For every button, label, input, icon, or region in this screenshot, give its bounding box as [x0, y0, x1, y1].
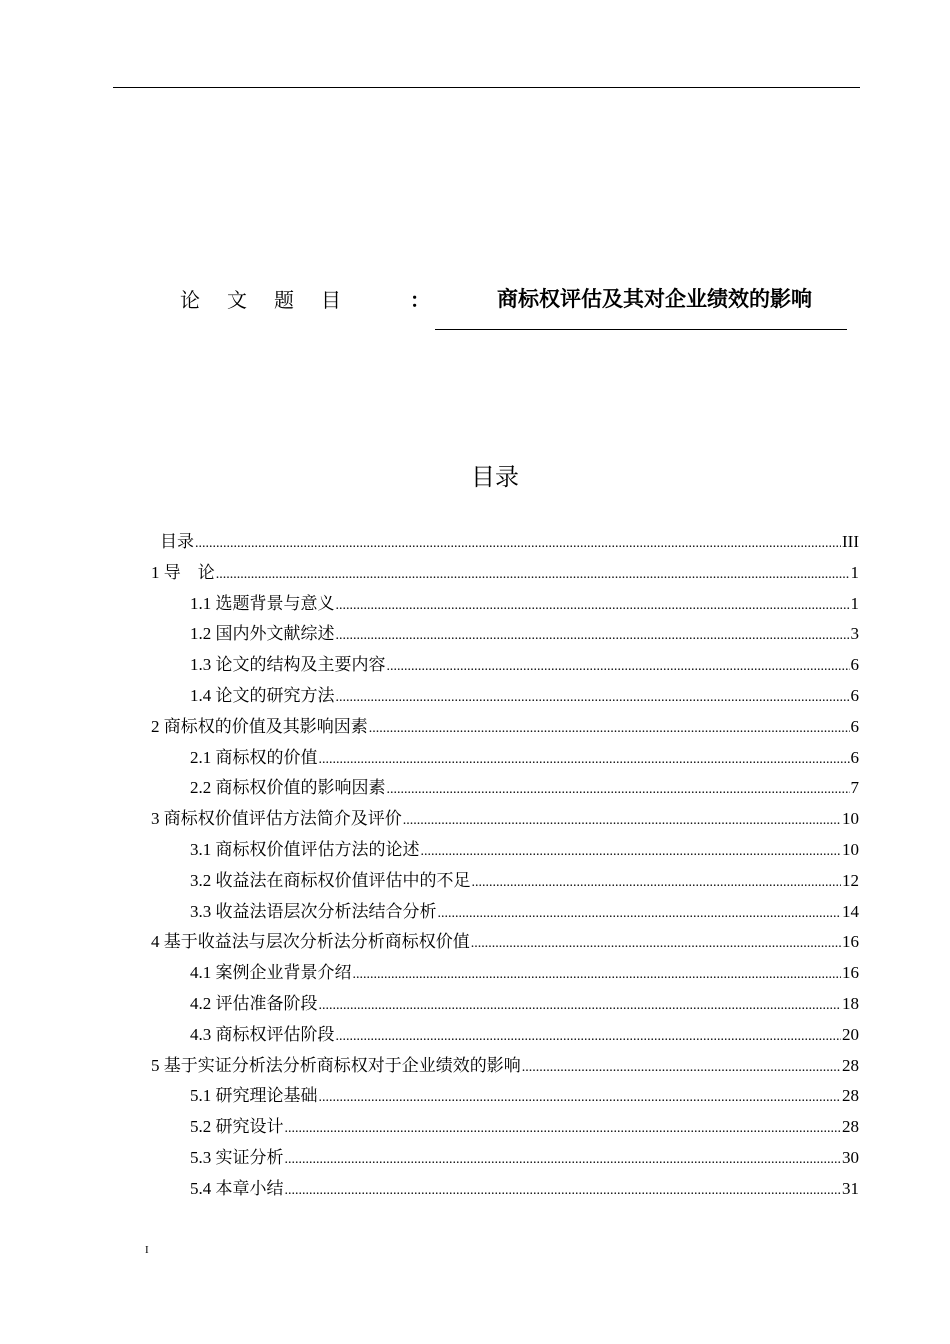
toc-leader-dots — [285, 1152, 842, 1168]
toc-entry-page: 10 — [842, 840, 859, 859]
toc-leader-dots — [421, 844, 842, 860]
toc-entry[interactable] — [190, 958, 859, 988]
toc-entry-page: 30 — [842, 1148, 859, 1167]
toc-entry[interactable] — [151, 712, 859, 742]
toc-entry-label: 1.4 论文的研究方法 — [190, 686, 335, 705]
toc-entry[interactable] — [190, 773, 859, 803]
toc-leader-dots — [336, 628, 850, 644]
toc-entry[interactable] — [190, 743, 859, 773]
toc-entry-label: 1 导 论 — [151, 562, 215, 582]
toc-leader-dots — [195, 536, 841, 552]
toc-entry-label: 1.3 论文的结构及主要内容 — [190, 655, 386, 675]
toc-entry[interactable] — [190, 1112, 859, 1142]
thesis-title: 商标权评估及其对企业绩效的影响 — [497, 287, 812, 311]
toc-leader-dots — [403, 813, 841, 829]
thesis-title-underline — [435, 329, 847, 330]
toc-leader-dots — [472, 875, 842, 891]
toc-entry-page: III — [842, 532, 859, 551]
toc-entry-label: 目录 — [160, 532, 194, 551]
toc-entry[interactable] — [160, 527, 859, 557]
toc-entry-label: 1.1 选题背景与意义 — [190, 593, 335, 613]
toc-entry[interactable] — [190, 866, 859, 896]
toc-entry-label: 4.1 案例企业背景介绍 — [190, 963, 352, 983]
toc-leader-dots — [369, 721, 850, 737]
toc-entry[interactable] — [190, 619, 859, 649]
toc-entry-page: 28 — [842, 1086, 859, 1106]
toc-entry[interactable] — [190, 1081, 859, 1111]
toc-leader-dots — [336, 690, 850, 706]
toc-entry[interactable] — [190, 1020, 859, 1050]
toc-entry[interactable] — [190, 1143, 859, 1173]
toc-entry-label: 4.2 评估准备阶段 — [190, 994, 318, 1013]
toc-entry-label: 2.1 商标权的价值 — [190, 747, 318, 767]
toc-leader-dots — [336, 1029, 842, 1045]
toc-entry-page: 16 — [842, 932, 859, 952]
toc-entry-label: 5.3 实证分析 — [190, 1148, 284, 1167]
toc-entry-page: 20 — [842, 1024, 859, 1044]
toc-entry-page: 31 — [842, 1178, 859, 1198]
toc-entry-page: 28 — [842, 1117, 859, 1137]
toc-entry-page: 1 — [850, 562, 859, 582]
toc-entry-page: 3 — [850, 624, 859, 644]
toc-entry[interactable] — [190, 835, 859, 865]
toc-entry[interactable] — [190, 681, 859, 711]
toc-leader-dots — [471, 936, 841, 952]
toc-entry[interactable] — [190, 650, 859, 680]
toc-leader-dots — [319, 1090, 842, 1106]
toc-entry-label: 2 商标权的价值及其影响因素 — [151, 716, 368, 736]
toc-entry[interactable] — [190, 897, 859, 927]
toc-entry[interactable] — [190, 589, 859, 619]
thesis-title-colon: ： — [410, 290, 430, 312]
toc-entry-page: 6 — [850, 686, 859, 705]
toc-leader-dots — [438, 906, 842, 922]
thesis-title-label: 论文题目 — [180, 290, 368, 312]
toc-entry-label: 4 基于收益法与层次分析法分析商标权价值 — [151, 932, 470, 952]
toc-leader-dots — [319, 752, 850, 768]
toc-entry[interactable] — [151, 804, 859, 834]
toc-entry-page: 16 — [842, 963, 859, 983]
toc-entry-page: 7 — [850, 778, 859, 798]
toc-entry[interactable] — [190, 989, 859, 1019]
toc-leader-dots — [319, 998, 842, 1014]
toc-entry-label: 5 基于实证分析法分析商标权对于企业绩效的影响 — [151, 1055, 521, 1075]
toc-entry-label: 1.2 国内外文献综述 — [190, 624, 335, 644]
toc-leader-dots — [387, 659, 850, 675]
toc-entry-page: 12 — [842, 870, 859, 890]
page-number: I — [145, 1244, 149, 1256]
toc-entry-label: 3.1 商标权价值评估方法的论述 — [190, 840, 420, 859]
toc-entry-label: 5.4 本章小结 — [190, 1178, 284, 1198]
toc-entry-label: 3 商标权价值评估方法简介及评价 — [151, 809, 402, 829]
toc-entry[interactable] — [151, 927, 859, 957]
toc-entry-page: 6 — [850, 716, 859, 736]
toc-entry-page: 1 — [850, 593, 859, 613]
toc-entry-page: 18 — [842, 994, 859, 1013]
toc-entry-label: 3.2 收益法在商标权价值评估中的不足 — [190, 870, 471, 890]
toc-entry-page: 6 — [850, 655, 859, 675]
toc-leader-dots — [285, 1121, 842, 1137]
toc-leader-dots — [336, 598, 850, 614]
toc-entry-page: 14 — [842, 901, 859, 921]
toc-leader-dots — [353, 967, 842, 983]
toc-leader-dots — [387, 782, 850, 798]
toc-entry[interactable] — [151, 558, 859, 588]
toc-entry[interactable] — [151, 1051, 859, 1081]
toc-entry-label: 4.3 商标权评估阶段 — [190, 1024, 335, 1044]
toc-leader-dots — [216, 567, 850, 583]
toc-leader-dots — [285, 1183, 842, 1199]
toc-entry-page: 28 — [842, 1055, 859, 1075]
toc-entry-label: 2.2 商标权价值的影响因素 — [190, 778, 386, 798]
toc-entry[interactable] — [190, 1174, 859, 1204]
toc-entry-page: 6 — [850, 747, 859, 767]
toc-heading: 目录 — [471, 463, 519, 491]
toc-entry-label: 5.1 研究理论基础 — [190, 1086, 318, 1106]
header-rule — [113, 87, 860, 88]
toc-entry-label: 5.2 研究设计 — [190, 1117, 284, 1137]
toc-entry-label: 3.3 收益法语层次分析法结合分析 — [190, 901, 437, 921]
toc-leader-dots — [522, 1060, 841, 1076]
toc-entry-page: 10 — [842, 809, 859, 829]
